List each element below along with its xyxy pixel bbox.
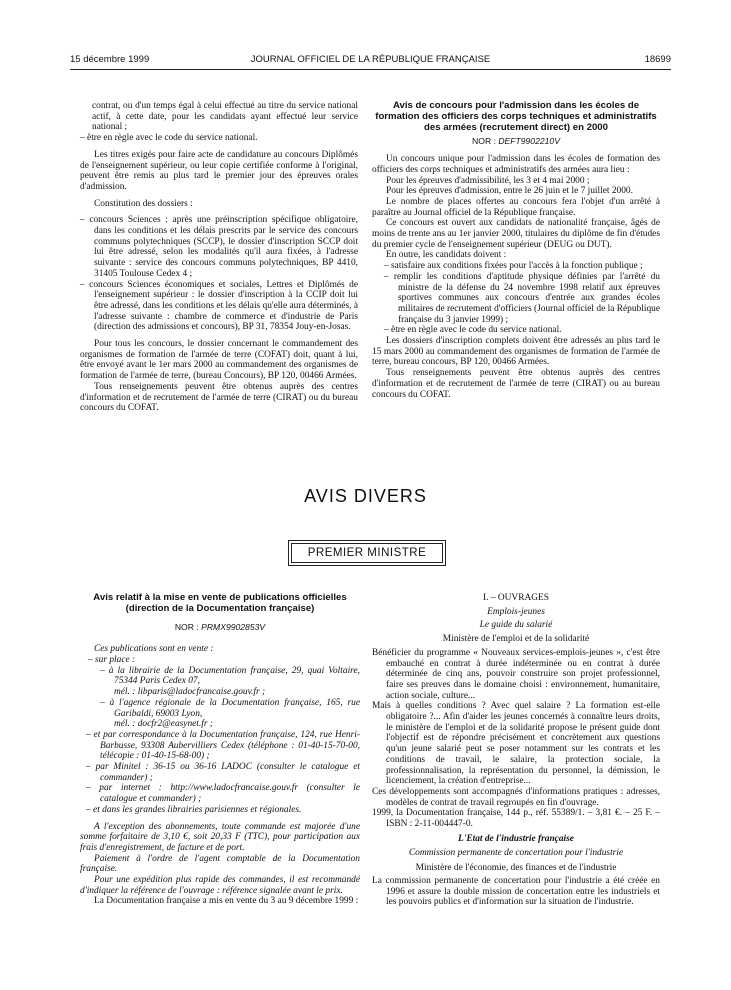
header-journal-title: JOURNAL OFFICIEL DE LA RÉPUBLIQUE FRANÇAISE	[250, 54, 491, 65]
list-item: – satisfaire aux conditions fixées pour l'accès à la fonction publique ;	[384, 261, 643, 272]
paragraph: Ces publications sont en vente :	[94, 644, 214, 655]
list-item: – par internet : http://www.ladocfrancaise.gouv.fr (consulter le catalogue et commander) ;	[86, 783, 360, 805]
paragraph: Pour les épreuves d'admissibilité, les 3 et 4 mai 2000 ;	[386, 175, 590, 186]
nor-code: DEFT9902210V	[498, 136, 560, 147]
section-title: AVIS DIVERS	[304, 486, 427, 506]
list-item: – concours Sciences économiques et sociales, Lettres et Diplômés de l'enseignement supérieur : le dossier d'inscription à la CCIP doit lui être adressé, dans les conditions et les délais qu'elle aura déterminés, à l'adresse suivante : chambre de commerce et d'industrie de Paris (direction des admissions et concours), BP 31, 78354 Jouy-en-Josas.	[80, 279, 358, 333]
ministry-name: Ministère de l'économie, des finances et de l'industrie	[415, 863, 617, 874]
page-header	[70, 54, 671, 68]
list-item: – concours Sciences : après une préinscription spécifique obligatoire, dans les conditions et les délais prescrits par le service des concours communs polytechniques (SCCP), le dossier d'inscription SCCP doit lui être adressé, selon les modalités qu'il aura fixées, à l'adresse suivante : service des concours communs polytechniques, BP 4410, 31405 Toulouse Cedex 4 ;	[80, 215, 358, 279]
nor-label: NOR :	[174, 621, 202, 632]
list-item: – par Minitel : 36-15 ou 36-16 LADOC (consulter le catalogue et commander) ;	[86, 762, 360, 783]
list-item: – être en règle avec le code du service national.	[80, 133, 258, 144]
bottom-right-column	[372, 593, 660, 908]
email-line: mél. : libparis@ladocfrancaise.gouv.fr ;	[114, 687, 266, 698]
nor-reference	[372, 136, 660, 147]
article-heading: Avis relatif à la mise en vente de publications officielles (direction de la Documentation française)	[93, 592, 347, 614]
top-left-column	[80, 101, 358, 414]
list-item: – à l'agence régionale de la Documentation française, 165, rue Garibaldi, 69003 Lyon,	[100, 697, 360, 719]
list-item: – et par correspondance à la Documentation française, 124, rue Henri-Barbusse, 93308 Aubervilliers Cedex (téléphone : 01-40-15-70-00, télécopie : 01-40-15-68-00) ;	[86, 729, 360, 762]
paragraph: A l'exception des abonnements, toute commande est majorée d'une somme forfaitaire de 3,10 €, soit 20,33 F (TTC), pour participation aux frais d'enregistrement, de facture et de port.	[80, 821, 360, 853]
header-page-number: 18699	[644, 54, 671, 65]
publication-title: Le guide du salarié	[479, 620, 553, 631]
paragraph: La commission permanente de concertation pour l'industrie a été créée en 1996 et assure la double mission de concertation entre les industriels et les pouvoirs publics et d'information sur la situation de l'industrie.	[372, 875, 660, 908]
paragraph: Bénéficier du programme « Nouveaux services-emplois-jeunes », c'est être embauché en contrat à durée indéterminée ou en contrat à durée déterminée de cinq ans, pouvoir construire son projet professionnel, faire ses preuves dans le domaine choisi : environnement, humanitaire, action sociale, culture...	[372, 647, 660, 701]
list-item: – remplir les conditions d'aptitude physique définies par l'arrêté du ministre de la défense du 24 novembre 1998 relatif aux épreuves sportives communes aux concours d'entrée aux grandes écoles militaires de recrutement d'officiers (Journal officiel de la République française du 3 janvier 1999) ;	[384, 271, 660, 325]
paragraph: Mais à quelles conditions ? Avec quel salaire ? La formation est-elle obligatoire ?... Afin d'aider les jeunes concernés à connaître leurs droits, le ministère de l'emploi et de la solidarité propose le présent guide dont l'objectif est de répondre précisément et concrètement aux questions qu'un jeune salarié peut se poser notamment sur les contrats et les conditions de travail, le salaire, la protection sociale, la professionnalisation, la représentation du personnel, la démission, le licenciement, la création d'entreprise...	[372, 701, 660, 787]
list-item: – à la librairie de la Documentation française, 29, quai Voltaire, 75344 Paris Cedex 07,	[100, 665, 360, 687]
commission-name: Commission permanente de concertation pour l'industrie	[408, 848, 624, 859]
header-rule	[70, 69, 671, 70]
ministry-name: Ministère de l'emploi et de la solidarité	[442, 634, 590, 645]
paragraph: Constitution des dossiers :	[94, 198, 193, 209]
subsection-title: Emplois-jeunes	[487, 606, 545, 617]
nor-code: PRMX9902853V	[201, 621, 266, 632]
list-item: – et dans les grandes librairies parisiennes et régionales.	[86, 804, 302, 815]
paragraph: 1999, la Documentation française, 144 p., réf. 55389/1. – 3,81 €. – 25 F. – ISBN : 2-11-004447-0.	[372, 808, 660, 830]
paragraph: Paiement à l'ordre de l'agent comptable de la Documentation française.	[80, 853, 360, 875]
ministry-box	[288, 540, 446, 566]
list-item: – sur place :	[88, 655, 136, 665]
bottom-left-column	[80, 593, 360, 907]
email-line: mél. : docfr2@easynet.fr ;	[114, 719, 213, 730]
paragraph: En outre, les candidats doivent :	[386, 250, 507, 261]
list-item: – être en règle avec le code du service national.	[384, 325, 562, 336]
paragraph: Les titres exigés pour faire acte de candidature au concours Diplômés de l'enseignement supérieur, ou leur copie certifiée conforme à l'original, peuvent être remis au plus tard le premier jour des épreuves orales d'admission.	[80, 149, 358, 192]
ministry-box-label: PREMIER MINISTRE	[291, 543, 443, 563]
section-label: I. – OUVRAGES	[483, 593, 549, 603]
article-heading: Avis de concours pour l'admission dans les écoles de formation des officiers des corps techniques et administratifs des armées (recrutement direct) en 2000	[375, 100, 657, 133]
nor-label: NOR :	[472, 136, 499, 147]
paragraph: Un concours unique pour l'admission dans les écoles de formation des officiers des corps techniques et administratifs des armées aura lieu :	[372, 154, 660, 175]
paragraph: Ce concours est ouvert aux candidats de nationalité française, âgés de moins de trente ans au 1er janvier 2000, titulaires du diplôme de fin d'études du premier cycle de l'enseignement supérieur (DEUG ou DUT).	[372, 218, 660, 250]
paragraph: Le nombre de places offertes au concours fera l'objet d'un arrêté à paraître au Journal officiel de la République française.	[372, 196, 660, 218]
paragraph: Pour les épreuves d'admission, entre le 26 juin et le 7 juillet 2000.	[386, 186, 633, 197]
paragraph: Tous renseignements peuvent être obtenus auprès des centres d'information et de recrutement de l'armée de terre (CIRAT) ou au bureau concours du COFAT.	[372, 368, 660, 400]
paragraph: Pour une expédition plus rapide des commandes, il est recommandé d'indiquer la référence de l'ouvrage : référence signalée avant le prix.	[80, 875, 360, 896]
header-date: 15 décembre 1999	[70, 54, 150, 65]
nor-reference	[80, 622, 360, 633]
top-right-column	[372, 101, 660, 400]
paragraph: Tous renseignements peuvent être obtenus auprès des centres d'information et de recrutement de l'armée de terre (CIRAT) ou du bureau concours du COFAT.	[80, 381, 358, 414]
paragraph: Les dossiers d'inscription complets doivent être adressés au plus tard le 15 mars 2000 au commandement des organismes de formation de l'armée de terre, bureau concours, BP 120, 00466 Armées.	[372, 336, 660, 368]
paragraph: contrat, ou d'un temps égal à celui effectué au titre du service national actif, à cette date, pour les candidats ayant effectué leur service national ;	[92, 101, 358, 133]
paragraph: Ces développements sont accompagnés d'informations pratiques : adresses, modèles de contrat de travail regroupés en fin d'ouvrage.	[372, 786, 660, 808]
paragraph: Pour tous les concours, le dossier concernant le commandement des organismes de formation de l'armée de terre (COFAT) doit, quant à lui, être envoyé avant le 1er mars 2000 au commandement des organismes de formation de l'armée de terre, (bureau Concours), BP 120, 00466 Armées.	[80, 339, 358, 382]
subsection-title: L'Etat de l'industrie française	[458, 833, 574, 844]
paragraph: La Documentation française a mis en vente du 3 au 9 décembre 1999 :	[94, 896, 359, 907]
